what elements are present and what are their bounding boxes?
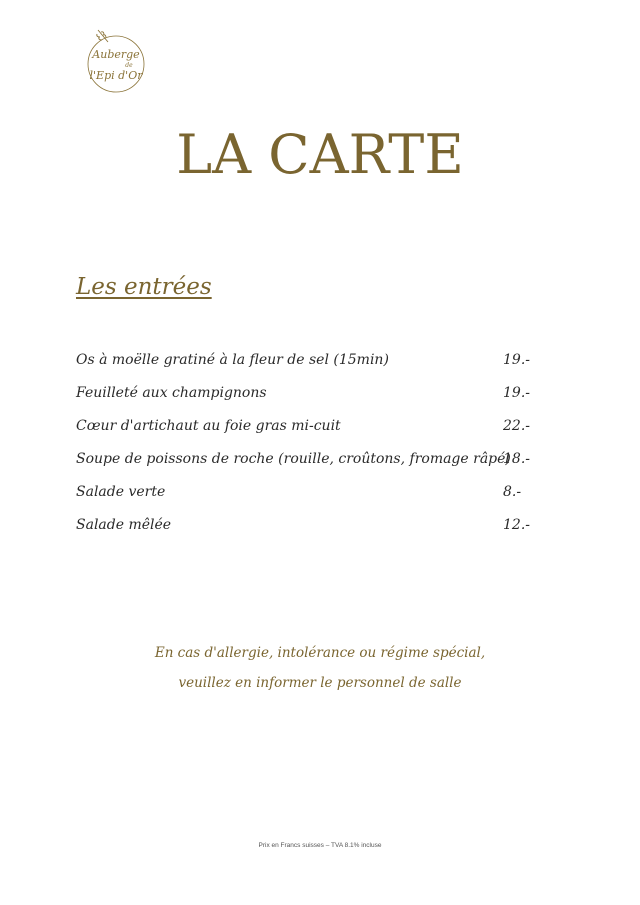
menu-item: [76, 480, 528, 513]
menu-item: [76, 348, 528, 381]
logo-line-auberge: Auberge: [92, 48, 140, 61]
allergy-notice-line-2: veuillez en informer le personnel de salle: [178, 675, 462, 691]
dish-name: Cœur d'artichaut au foie gras mi-cuit: [76, 418, 341, 434]
price-footer: Prix en Francs suisses – TVA 8.1% incluse: [258, 842, 382, 849]
menu-item: [76, 381, 528, 414]
dish-name: Os à moëlle gratiné à la fleur de sel (15min): [76, 352, 389, 368]
dish-name: Salade verte: [76, 484, 166, 500]
logo-line-de: de: [125, 62, 133, 69]
menu-item: [76, 447, 528, 480]
restaurant-logo: [84, 26, 148, 98]
dish-name: Salade mêlée: [76, 517, 172, 533]
allergy-notice-line-1: En cas d'allergie, intolérance ou régime spécial,: [154, 645, 486, 661]
dish-price: 8.-: [503, 484, 522, 500]
dish-name: Feuilleté aux champignons: [76, 385, 267, 401]
menu-item: [76, 513, 528, 546]
dish-price: 12.-: [503, 517, 530, 533]
logo-line-epi: l'Epi d'Or: [89, 69, 143, 82]
dish-name: Soupe de poissons de roche (rouille, croûtons, fromage râpé): [76, 451, 511, 467]
section-heading: Les entrées: [76, 274, 212, 300]
dish-price: 19.-: [503, 385, 530, 401]
page-title: LA CARTE: [176, 123, 464, 186]
dish-price: 18.-: [503, 451, 530, 467]
wheat-ear-icon: [84, 26, 148, 98]
dish-price: 19.-: [503, 352, 530, 368]
dish-price: 22.-: [503, 418, 530, 434]
menu-list: [76, 348, 528, 546]
menu-item: [76, 414, 528, 447]
